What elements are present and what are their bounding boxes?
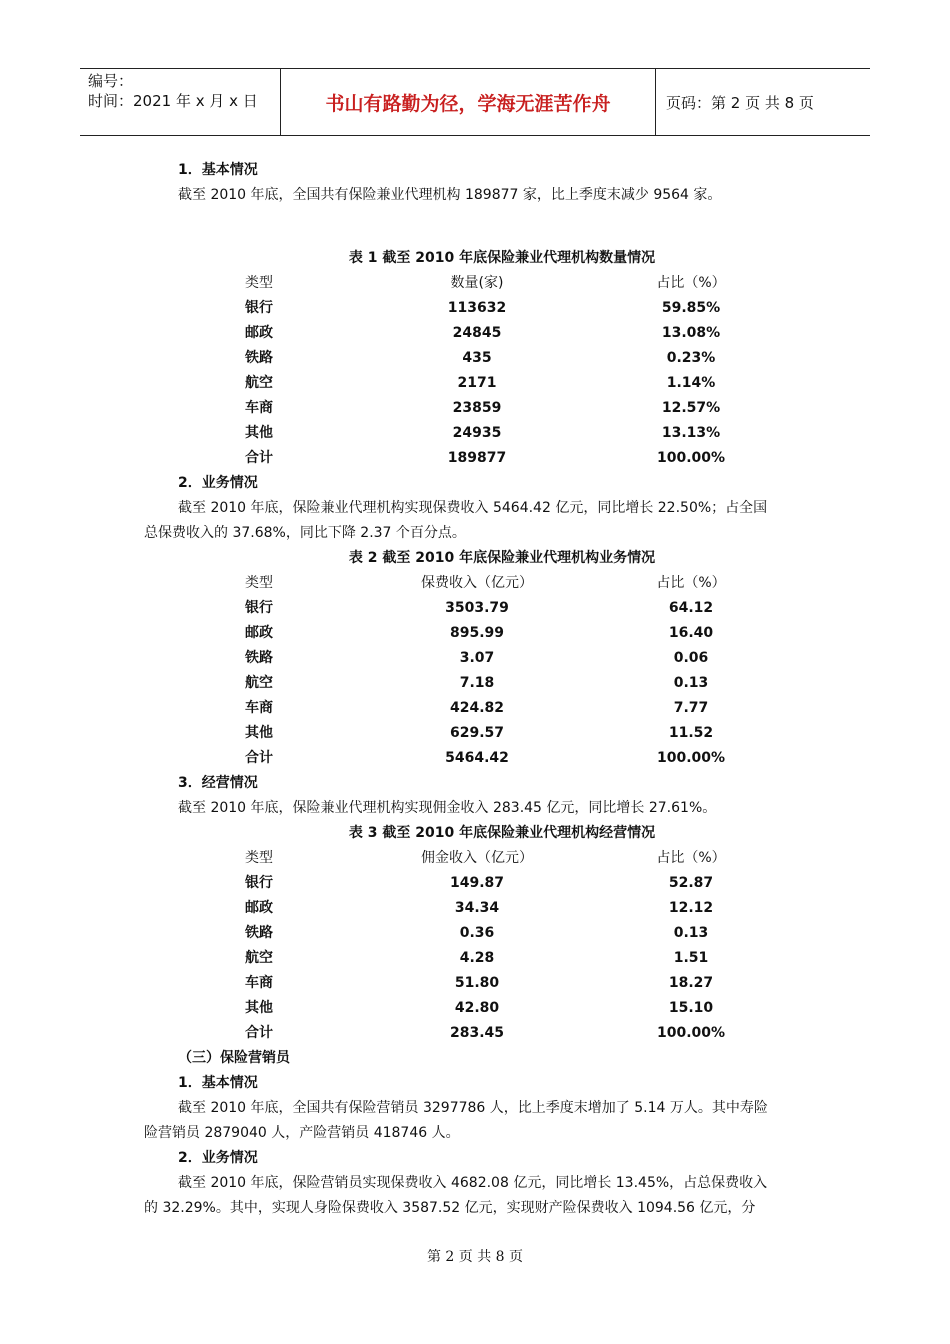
table-cell: 邮政 — [245, 325, 273, 341]
table-cell: 0.06 — [673, 650, 709, 666]
table-row — [144, 346, 810, 371]
table-cell: 类型 — [245, 275, 273, 291]
table-cell: 16.40 — [668, 625, 714, 641]
table3 — [144, 846, 810, 1046]
page-header — [80, 68, 870, 136]
table-cell: 银行 — [245, 600, 273, 616]
table1 — [144, 271, 810, 471]
table-row — [144, 646, 810, 671]
table-cell: 佣金收入（亿元） — [421, 850, 533, 866]
table-row — [144, 696, 810, 721]
section4-sub2-line2: 的 32.29%。其中，实现人身险保费收入 3587.52 亿元，实现财产险保费收入 1094.56 亿元，分 — [144, 1200, 756, 1216]
table-row — [144, 296, 810, 321]
table-cell: 车商 — [245, 700, 273, 716]
table-cell: 64.12 — [668, 600, 714, 616]
table-cell: 占比（%） — [656, 275, 726, 291]
section4-sub1-line1: 截至 2010 年底，全国共有保险营销员 3297786 人，比上季度末增加了 5.14 万人。其中寿险 — [178, 1100, 768, 1116]
section4-sub1-line2: 险营销员 2879040 人，产险营销员 418746 人。 — [144, 1125, 460, 1141]
section4-sub2-line1: 截至 2010 年底，保险营销员实现保费收入 4682.08 亿元，同比增长 13.45%，占总保费收入 — [178, 1175, 768, 1191]
table-cell: 邮政 — [245, 625, 273, 641]
section1-heading: 1．基本情况 — [178, 162, 258, 178]
table-cell: 12.57% — [661, 400, 721, 416]
table-cell: 占比（%） — [656, 575, 726, 591]
table-cell: 52.87 — [668, 875, 714, 891]
table-cell: 3.07 — [459, 650, 495, 666]
table-cell: 13.13% — [661, 425, 721, 441]
table-cell: 424.82 — [449, 700, 505, 716]
table-cell: 11.52 — [668, 725, 714, 741]
table-cell: 合计 — [245, 750, 273, 766]
table-cell: 100.00% — [656, 1025, 726, 1041]
table-cell: 283.45 — [449, 1025, 505, 1041]
table-cell: 23859 — [452, 400, 502, 416]
table-row — [144, 321, 810, 346]
table-cell: 3503.79 — [445, 600, 509, 616]
table-cell: 100.00% — [656, 450, 726, 466]
table-cell: 1.51 — [673, 950, 709, 966]
table-cell: 51.80 — [454, 975, 500, 991]
table-cell: 铁路 — [245, 350, 273, 366]
section4-sub1-heading: 1．基本情况 — [178, 1075, 258, 1091]
header-page-info: 页码：第 2 页 共 8 页 — [666, 93, 814, 112]
table-cell: 其他 — [245, 1000, 273, 1016]
table-cell: 银行 — [245, 300, 273, 316]
page-footer: 第 2 页 共 8 页 — [426, 1249, 524, 1265]
table-cell: 42.80 — [454, 1000, 500, 1016]
table-cell: 占比（%） — [656, 850, 726, 866]
table-cell: 34.34 — [454, 900, 500, 916]
table-cell: 邮政 — [245, 900, 273, 916]
table3-caption: 表 3 截至 2010 年底保险兼业代理机构经营情况 — [348, 825, 656, 841]
section1-text: 截至 2010 年底，全国共有保险兼业代理机构 189877 家，比上季度末减少 9564 家。 — [178, 187, 722, 203]
table-cell: 113632 — [447, 300, 507, 316]
table-row — [144, 671, 810, 696]
table-cell: 629.57 — [449, 725, 505, 741]
section3-text: 截至 2010 年底，保险兼业代理机构实现佣金收入 283.45 亿元，同比增长 27.61%。 — [178, 800, 717, 816]
table-row — [144, 596, 810, 621]
table2 — [144, 571, 810, 771]
table-row — [144, 621, 810, 646]
document-body — [144, 158, 810, 1221]
table-cell: 其他 — [245, 725, 273, 741]
section3-heading: 3．经营情况 — [178, 775, 258, 791]
table-cell: 车商 — [245, 975, 273, 991]
table-row — [144, 746, 810, 771]
table-cell: 895.99 — [449, 625, 505, 641]
section4-sub2-heading: 2．业务情况 — [178, 1150, 258, 1166]
table-row — [144, 446, 810, 471]
table-cell: 100.00% — [656, 750, 726, 766]
table-cell: 15.10 — [668, 1000, 714, 1016]
table-cell: 航空 — [245, 950, 273, 966]
table-row — [144, 421, 810, 446]
table-cell: 航空 — [245, 675, 273, 691]
table-cell: 0.13 — [673, 675, 709, 691]
table-cell: 7.18 — [459, 675, 495, 691]
table-row — [144, 971, 810, 996]
table1-caption: 表 1 截至 2010 年底保险兼业代理机构数量情况 — [348, 250, 656, 266]
header-motto: 书山有路勤为径，学海无涯苦作舟 — [280, 69, 656, 135]
table-header-row — [144, 846, 810, 871]
table-cell: 59.85% — [661, 300, 721, 316]
table-cell: 银行 — [245, 875, 273, 891]
header-meta — [80, 69, 280, 135]
table-row — [144, 871, 810, 896]
table-row — [144, 1021, 810, 1046]
table-cell: 4.28 — [459, 950, 495, 966]
table-cell: 保费收入（亿元） — [421, 575, 533, 591]
table-cell: 数量(家) — [450, 275, 504, 291]
table-cell: 13.08% — [661, 325, 721, 341]
section4-heading: （三）保险营销员 — [178, 1050, 290, 1066]
table-cell: 12.12 — [668, 900, 714, 916]
table-cell: 车商 — [245, 400, 273, 416]
section2-text-line2: 总保费收入的 37.68%，同比下降 2.37 个百分点。 — [144, 525, 466, 541]
table-header-row — [144, 271, 810, 296]
table-cell: 0.23% — [666, 350, 716, 366]
table-cell: 0.36 — [459, 925, 495, 941]
table-cell: 18.27 — [668, 975, 714, 991]
table-row — [144, 896, 810, 921]
table-cell: 航空 — [245, 375, 273, 391]
table-cell: 2171 — [457, 375, 497, 391]
header-number: 编号： — [88, 72, 134, 90]
table2-caption: 表 2 截至 2010 年底保险兼业代理机构业务情况 — [348, 550, 656, 566]
table-row — [144, 946, 810, 971]
table-header-row — [144, 571, 810, 596]
table-cell: 1.14% — [666, 375, 716, 391]
table-cell: 5464.42 — [445, 750, 509, 766]
table-row — [144, 721, 810, 746]
table-row — [144, 996, 810, 1021]
table-cell: 合计 — [245, 1025, 273, 1041]
header-date: 时间：2021 年 x 月 x 日 — [88, 92, 258, 110]
table-cell: 7.77 — [673, 700, 709, 716]
table-cell: 合计 — [245, 450, 273, 466]
section2-heading: 2．业务情况 — [178, 475, 258, 491]
table-row — [144, 371, 810, 396]
section2-text-line1: 截至 2010 年底，保险兼业代理机构实现保费收入 5464.42 亿元，同比增长 22.50%；占全国 — [178, 500, 768, 516]
table-cell: 铁路 — [245, 925, 273, 941]
table-cell: 189877 — [447, 450, 507, 466]
table-row — [144, 921, 810, 946]
table-cell: 24845 — [452, 325, 502, 341]
table-cell: 类型 — [245, 850, 273, 866]
table-cell: 24935 — [452, 425, 502, 441]
table-cell: 435 — [462, 350, 492, 366]
table-cell: 类型 — [245, 575, 273, 591]
table-cell: 149.87 — [449, 875, 505, 891]
table-cell: 铁路 — [245, 650, 273, 666]
table-row — [144, 396, 810, 421]
table-cell: 其他 — [245, 425, 273, 441]
table-cell: 0.13 — [673, 925, 709, 941]
